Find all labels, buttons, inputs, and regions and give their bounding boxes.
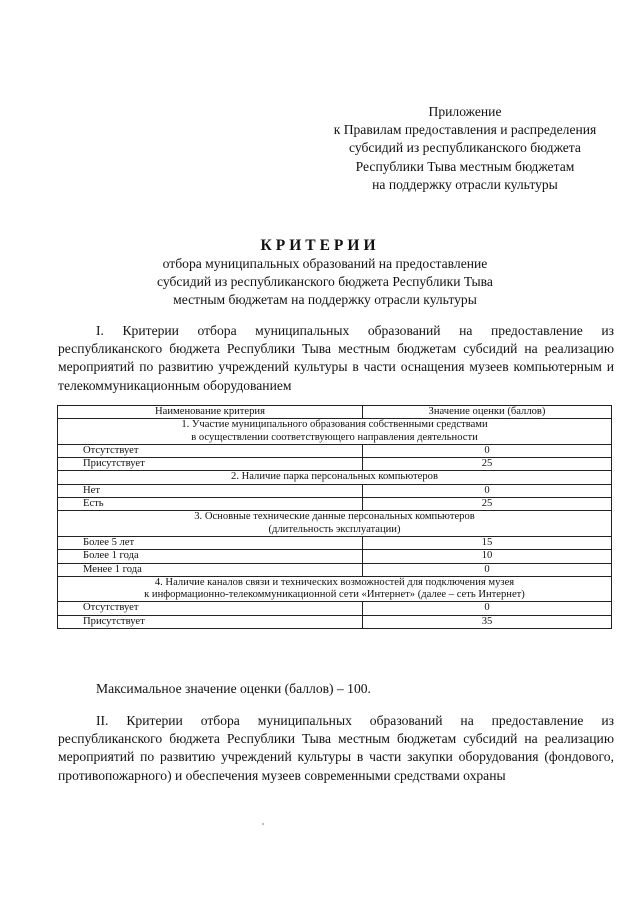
subtitle-line: местным бюджетам на поддержку отрасли культуры (173, 292, 477, 308)
table-section-row (58, 471, 612, 484)
table-row (58, 458, 612, 471)
section-2-paragraph: II. Критерии отбора муниципальных образований на предоставление из республиканского бюджета Республики Тыва местным бюджетам субсидий на реализацию мероприятий по развитию учреждений культуры в части закупки оборудования (фондового, противопожарного) и обеспечения музеев современными средствами охраны (58, 713, 614, 783)
table-section-row (58, 576, 612, 602)
criterion-cell: Отсутствует (58, 444, 363, 457)
score-cell: 25 (363, 458, 612, 471)
section-title-line: 2. Наличие парка персональных компьютеров (231, 471, 438, 483)
section-title-line: 4. Наличие каналов связи и технических возможностей для подключения музея (154, 576, 515, 588)
subtitle-line: отбора муниципальных образований на предоставление (162, 256, 488, 271)
section-1-paragraph: I. Критерии отбора муниципальных образований на предоставление из республиканского бюджета Республики Тыва местным бюджетам субсидий на реализацию мероприятий по развитию учреждений культуры в части оснащения музеев компьютерным и телекоммуникационным оборудованием (58, 323, 614, 393)
document-subtitle (90, 255, 560, 310)
criterion-cell: Присутствует (58, 458, 363, 471)
appendix-line: на поддержку отрасли культуры (372, 176, 558, 192)
criterion-cell: Отсутствует (58, 602, 363, 615)
score-cell: 0 (363, 444, 612, 457)
appendix-block (300, 103, 630, 194)
criterion-cell: Менее 1 года (58, 563, 363, 576)
document-title: КРИТЕРИИ (260, 237, 380, 254)
appendix-line: Приложение (428, 104, 502, 119)
score-cell: 25 (363, 498, 612, 511)
table-row (58, 498, 612, 511)
score-cell: 10 (363, 550, 612, 563)
appendix-line: к Правилам предоставления и распределения (333, 122, 597, 138)
max-score-text: Максимальное значение оценки (баллов) – 100. (96, 681, 371, 696)
appendix-line: Республики Тыва местным бюджетам (355, 158, 575, 174)
table-row (58, 563, 612, 576)
score-cell: 0 (363, 563, 612, 576)
section-title-line: к информационно-телекоммуникационной сети «Интернет» (далее – сеть Интернет) (144, 589, 525, 601)
criterion-cell: Более 5 лет (58, 536, 363, 549)
section-title-line: в осуществлении соответствующего направления деятельности (191, 431, 478, 443)
criterion-cell: Более 1 года (58, 550, 363, 563)
score-cell: 0 (363, 484, 612, 497)
criterion-cell: Нет (58, 484, 363, 497)
score-cell: 0 (363, 602, 612, 615)
section-title-line: 1. Участие муниципального образования собственными средствами (181, 419, 488, 431)
criterion-cell: Присутствует (58, 615, 363, 628)
criterion-cell: Есть (58, 498, 363, 511)
table-row (58, 484, 612, 497)
table-header-row (58, 406, 612, 419)
scan-artifact (262, 823, 264, 825)
table-row (58, 444, 612, 457)
table-section-row (58, 511, 612, 537)
criteria-table (57, 405, 612, 629)
section-title-line: (длительность эксплуатации) (268, 523, 401, 535)
subtitle-line: субсидий из республиканского бюджета Республики Тыва (157, 274, 493, 290)
table-row (58, 550, 612, 563)
header-score: Значение оценки (баллов) (363, 406, 612, 419)
table-row (58, 615, 612, 628)
score-cell: 15 (363, 536, 612, 549)
header-criterion: Наименование критерия (58, 406, 363, 419)
table-section-row (58, 419, 612, 445)
table-row (58, 536, 612, 549)
score-cell: 35 (363, 615, 612, 628)
table-row (58, 602, 612, 615)
appendix-line: субсидий из республиканского бюджета (349, 140, 581, 156)
section-title-line: 3. Основные технические данные персональных компьютеров (194, 511, 475, 523)
